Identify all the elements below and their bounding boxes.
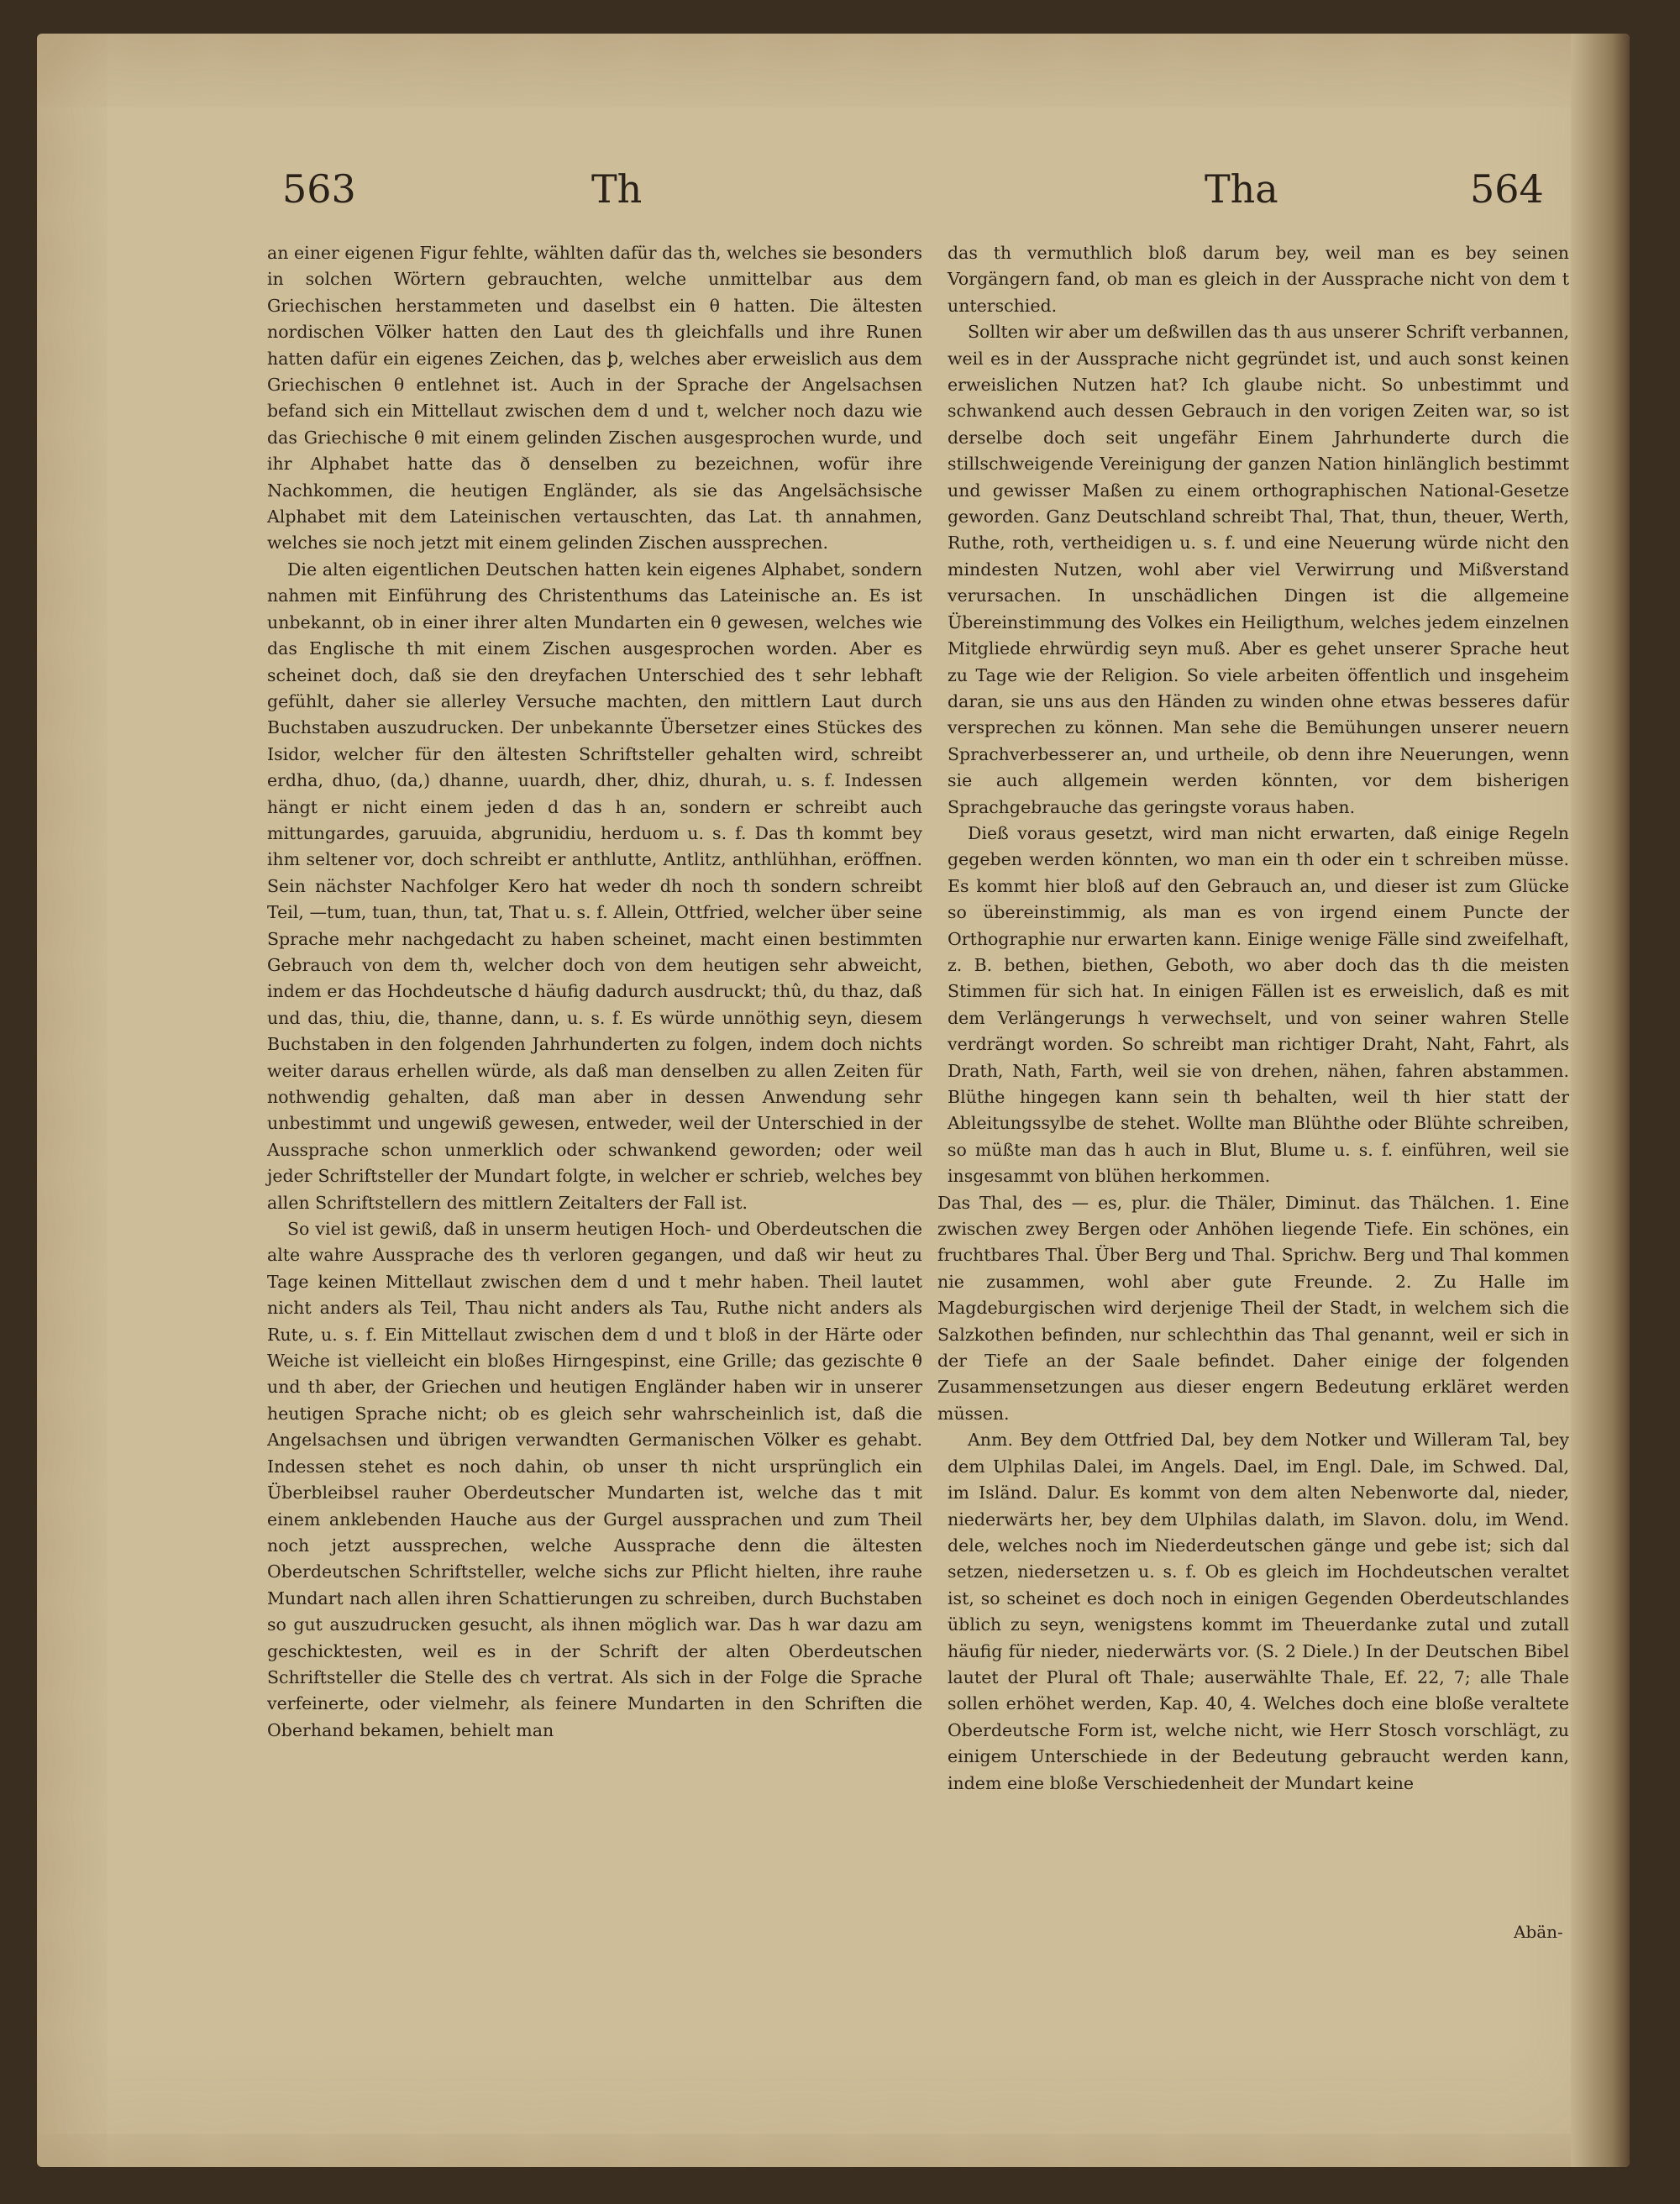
page-number-right: 564 — [1470, 166, 1544, 212]
paragraph: das th vermuthlich bloß darum bey, weil man es bey seinen Vorgängern fand, ob man es gleich in der Aussprache nicht von dem t unterschied. — [948, 243, 1569, 316]
left-column — [267, 240, 922, 1744]
annotation-paragraph: Anm. Bey dem Ottfried Dal, bey dem Notker und Willeram Tal, bey dem Ulphilas Dalei, im Angels. Dael, im Engl. Dale, im Schwed. Dal, im Isländ. Dalur. Es kommt von dem alten Nebenworte dal, nieder, niederwärts her, bey dem Ulphilas dalath, im Slavon. dolu, im Wend. dele, welches noch im Niederdeutschen gänge und gebe ist; sich dal setzen, niedersetzen u. s. f. Ob es gleich im Hochdeutschen veraltet ist, so scheinet es doch noch in einigen Gegenden Oberdeutschlandes üblich zu seyn, wenigstens kommt im Theuerdanke zutal und zutall häufig für nieder, niederwärts vor. (S. 2 Diele.) In der Deutschen Bibel lautet der Plural oft Thale; auserwählte Thale, Ef. 22, 7; alle Thale sollen erhöhet werden, Kap. 40, 4. Welches doch eine bloße veraltete Oberdeutsche Form ist, welche nicht, wie Herr Stosch vorschlägt, zu einigem Unterschiede in der Bedeutung gebraucht werden kann, indem eine bloße Verschiedenheit der Mundart keine — [948, 1430, 1569, 1793]
paragraph: So viel ist gewiß, daß in unserm heutigen Hoch- und Oberdeutschen die alte wahre Aussprache des th verloren gegangen, und daß wir heut zu Tage keinen Mittellaut zwischen dem d und t mehr haben. Theil lautet nicht anders als Teil, Thau nicht anders als Tau, Ruthe nicht anders als Rute, u. s. f. Ein Mittellaut zwischen dem d und t bloß in der Härte oder Weiche ist vielleicht ein bloßes Hirngespinst, eine Grille; das gezischte θ und th aber, der Griechen und heutigen Engländer haben wir in unserer heutigen Sprache nicht; ob es gleich sehr wahrscheinlich ist, daß die Angelsachsen und übrigen verwandten Germanischen Völker es gehabt. Indessen stehet es noch dahin, ob unser th nicht ursprünglich ein Überbleibsel rauher Oberdeutscher Mundarten ist, welche das t mit einem anklebenden Hauche aus der Gurgel aussprachen und zum Theil noch jetzt aussprechen, welche Aussprache denn die ältesten Oberdeutschen Schriftsteller, welche sichs zur Pflicht hielten, ihre rauhe Mundart nach allen ihren Schattierungen zu schreiben, durch Buchstaben so gut auszudrucken gesucht, als ihnen möglich war. Das h war dazu am geschicktesten, weil es in der Schrift der alten Oberdeutschen Schriftsteller die Stelle des ch vertrat. Als sich in der Folge die Sprache verfeinerte, oder vielmehr, als feinere Mundarten in den Schriften die Oberhand bekamen, behielt man — [267, 1219, 922, 1740]
paragraph: Dieß voraus gesetzt, wird man nicht erwarten, daß einige Regeln gegeben werden könnten, wo man ein th oder ein t schreiben müsse. Es kommt hier bloß auf den Gebrauch an, und dieser ist zum Glücke so übereinstimmig, als man es von irgend einem Puncte der Orthographie nur erwarten kann. Einige wenige Fälle sind zweifelhaft, z. B. bethen, biethen, Geboth, wo aber doch das th die meisten Stimmen für sich hat. In einigen Fällen ist es erweislich, daß es mit dem Verlängerungs h verwechselt, und von seiner wahren Stelle verdrängt worden. So schreibt man richtiger Draht, Naht, Fahrt, als Drath, Nath, Farth, weil sie von drehen, nähen, fahren abstammen. Blüthe hingegen kann sein th behalten, weil th hier statt der Ableitungssylbe de stehet. Wollte man Blühthe oder Blühte schreiben, so müßte man das h auch in Blut, Blume u. s. f. einführen, weil sie insgesammt von blühen herkommen. — [948, 822, 1569, 1187]
paragraph: Sollten wir aber um deßwillen das th aus unserer Schrift verbannen, weil es in der Aussprache nicht gegründet ist, und auch sonst keinen erweislichen Nutzen hat? Ich glaube nicht. So unbestimmt und schwankend auch dessen Gebrauch in den vorigen Zeiten war, so ist derselbe doch seit ungefähr Einem Jahrhunderte durch die stillschweigende Vereinigung der ganzen Nation hinlänglich bestimmt und gewisser Maßen zu einem orthographischen National-Gesetze geworden. Ganz Deutschland schreibt Thal, That, thun, theuer, Werth, Ruthe, roth, vertheidigen u. s. f. und eine Neuerung würde nicht den mindesten Nutzen, wohl aber viel Verwirrung und Mißverstand verursachen. In unschädlichen Dingen ist die allgemeine Übereinstimmung des Volkes ein Heiligthum, welches jedem einzelnen Mitgliede ehrwürdig seyn muß. Aber es gehet unserer Sprache heut zu Tage wie der Religion. So viele arbeiten öffentlich und insgeheim daran, sie uns aus den Händen zu winden ohne etwas besseres dafür versprechen zu können. Man sehe die Bemühungen unserer neuern Sprachverbesserer an, und urtheile, ob denn ihre Neuerungen, wenn sie auch allgemein werden könnten, vor dem bisherigen Sprachgebrauche das geringste voraus haben. — [948, 322, 1569, 817]
book-page — [37, 34, 1630, 2167]
headword-left: Th — [591, 166, 643, 212]
right-column — [937, 240, 1569, 1797]
headword-right: Tha — [1205, 166, 1278, 212]
dictionary-entry-thal: Das Thal, des — es, plur. die Thäler, Diminut. das Thälchen. 1. Eine zwischen zwey Bergen oder Anhöhen liegende Tiefe. Ein schönes, ein fruchtbares Thal. Über Berg und Thal. Sprichw. Berg und Thal kommen nie zusammen, wohl aber gute Freunde. 2. Zu Halle im Magdeburgischen wird derjenige Theil der Stadt, in welchem sich die Salzkothen befinden, nur schlechthin das Thal genannt, weil er sich in der Tiefe an der Saale befindet. Daher einige der folgenden Zusammensetzungen aus dieser engern Bedeutung erkläret werden müssen. — [937, 1192, 1569, 1424]
catchword: Abän- — [1514, 1922, 1563, 1942]
paragraph: Die alten eigentlichen Deutschen hatten kein eigenes Alphabet, sondern nahmen mit Einführung des Christenthums das Lateinische an. Es ist unbekannt, ob in einer ihrer alten Mundarten ein θ gewesen, welches wie das Englische th mit einem Zischen ausgesprochen worden. Aber es scheinet doch, daß sie den dreyfachen Unterschied des t sehr lebhaft gefühlt, daher sie allerley Versuche machten, den mittlern Laut durch Buchstaben auszudrucken. Der unbekannte Übersetzer eines Stückes des Isidor, welcher für den ältesten Schriftsteller gehalten wird, schreibt erdha, dhuo, (da,) dhanne, uuardh, dher, dhiz, dhurah, u. s. f. Indessen hängt er nicht einem jeden d das h an, sondern er schreibt auch mittungardes, garuuida, abgrunidiu, herduom u. s. f. Das th kommt bey ihm seltener vor, doch schreibt er anthlutte, Antlitz, anthlühhan, eröffnen. Sein nächster Nachfolger Kero hat weder dh noch th sondern schreibt Teil, —tum, tuan, thun, tat, That u. s. f. Allein, Ottfried, welcher über seine Sprache mehr nachgedacht zu haben scheinet, macht einen bestimmten Gebrauch von dem th, welcher doch von dem heutigen sehr abweicht, indem er das Hochdeutsche d häufig dadurch ausdruckt; thû, du thaz, daß und das, thiu, die, thanne, dann, u. s. f. Es würde unnöthig seyn, diesem Buchstaben in den folgenden Jahrhunderten zu folgen, indem doch nichts weiter daraus erhellen würde, als daß man denselben zu allen Zeiten für nothwendig gehalten, daß man aber in dessen Anwendung sehr unbestimmt und ungewiß gewesen, entweder, weil der Unterschied in der Aussprache schon unmerklich oder schwankend geworden; oder weil jeder Schriftsteller der Mundart folgte, in welcher er schrieb, welches bey allen Schriftstellern des mittlern Zeitalters der Fall ist. — [267, 559, 922, 1213]
page-number-left: 563 — [282, 166, 356, 212]
running-header — [37, 166, 1630, 225]
page-gutter — [1571, 34, 1630, 2167]
paragraph: an einer eigenen Figur fehlte, wählten dafür das th, welches sie besonders in solchen Wörtern gebrauchten, welche unmittelbar aus dem Griechischen herstammeten und daselbst ein θ hatten. Die ältesten nordischen Völker hatten den Laut des th gleichfalls und ihre Runen hatten dafür ein eigenes Zeichen, das ꝧ, welches aber erweislich aus dem Griechischen θ entlehnet ist. Auch in der Sprache der Angelsachsen befand sich ein Mittellaut zwischen dem d und t, welcher noch dazu wie das Griechische θ mit einem gelinden Zischen ausgesprochen wurde, und ihr Alphabet hatte das ð denselben zu bezeichnen, wofür ihre Nachkommen, die heutigen Engländer, als sie das Angelsächsische Alphabet mit dem Lateinischen vertauschten, das Lat. th annahmen, welches sie noch jetzt mit einem gelinden Zischen aussprechen. — [267, 243, 922, 554]
